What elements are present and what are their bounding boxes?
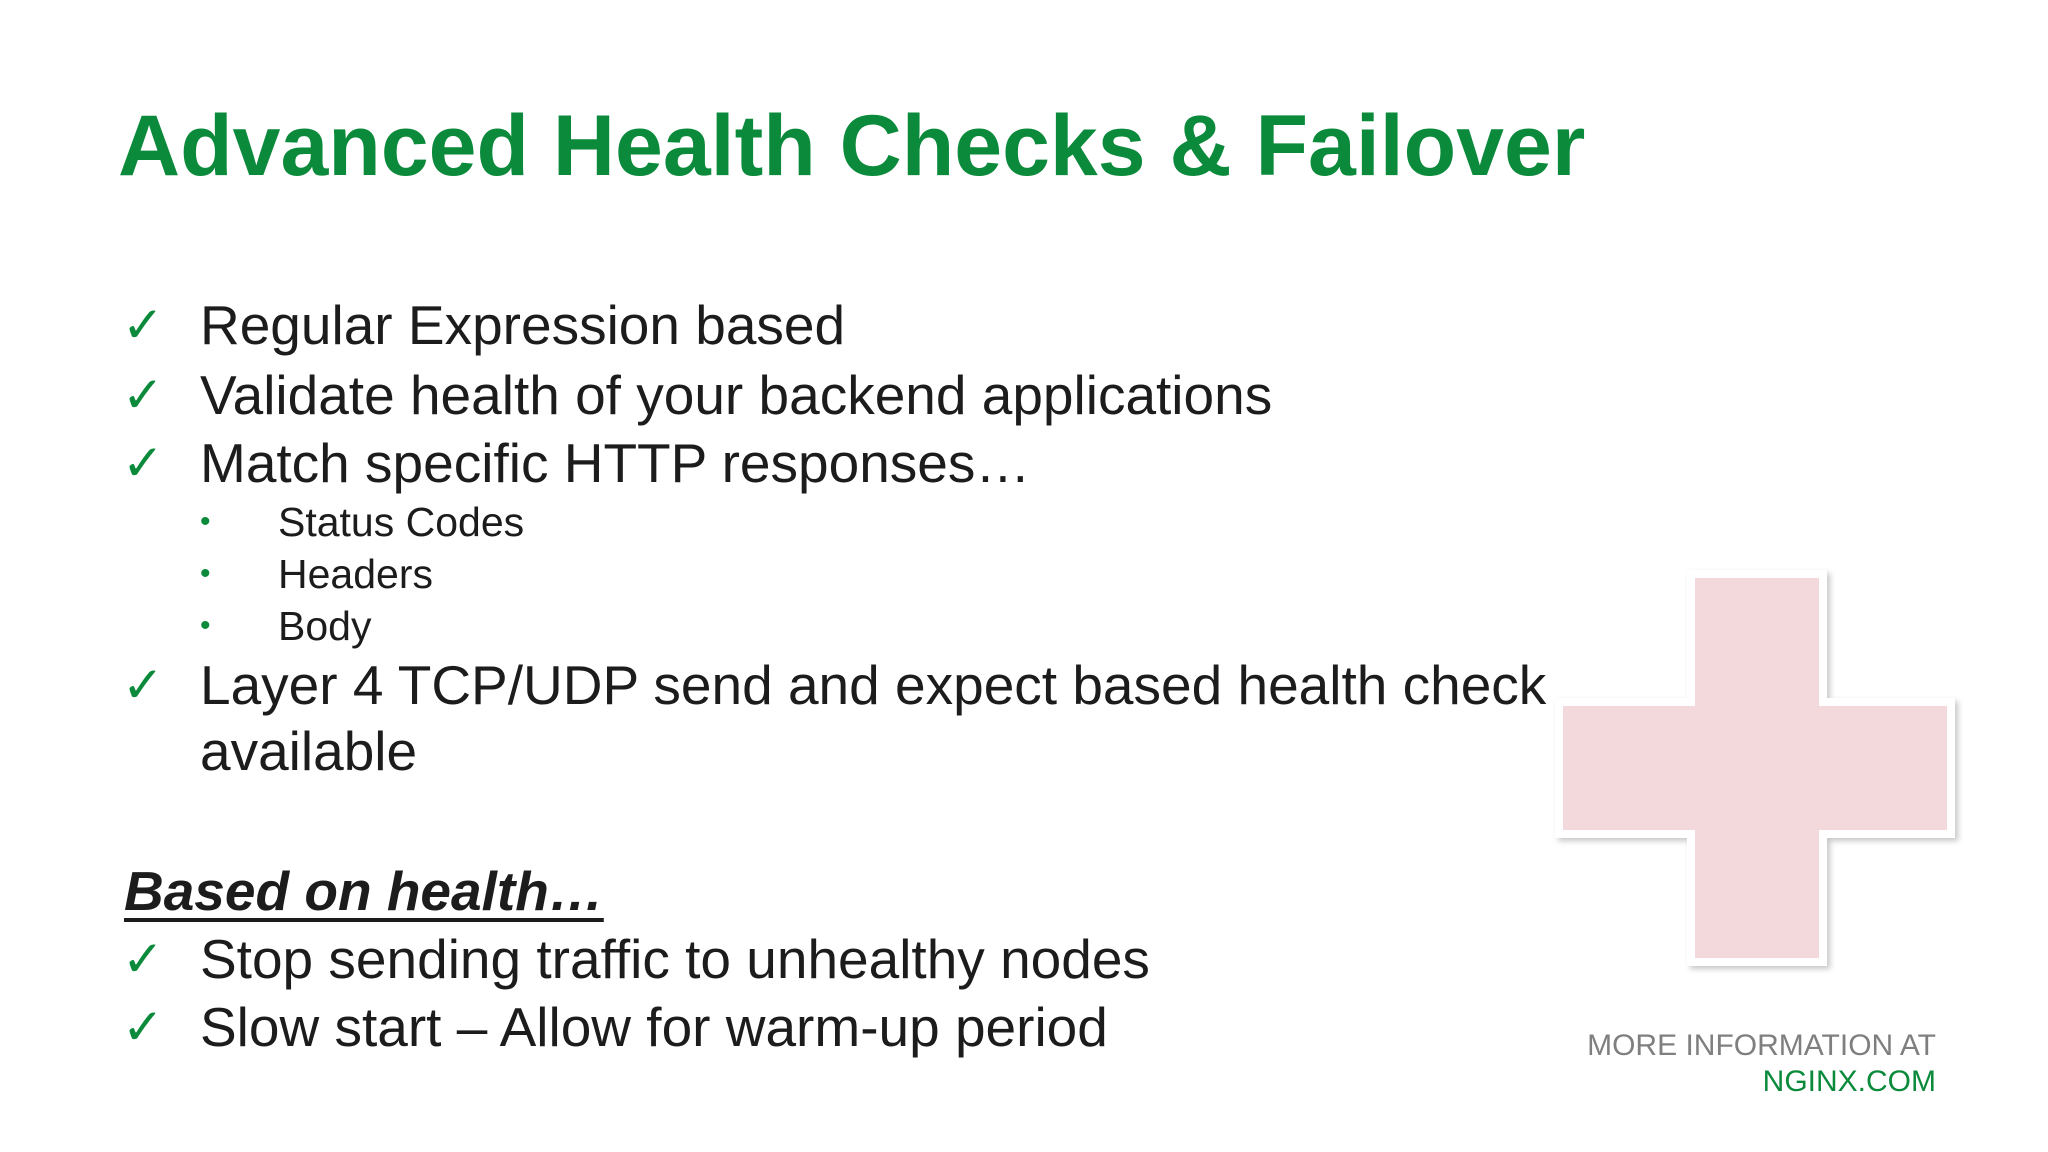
checklist-item: [122, 430, 1522, 496]
checkmark-icon: ✓: [122, 656, 164, 714]
bullet-icon: •: [200, 557, 211, 590]
sub-bullet-text: Body: [278, 603, 372, 649]
checkmark-icon: ✓: [122, 366, 164, 424]
checklist-item-text: Slow start – Allow for warm-up period: [200, 996, 1108, 1058]
checklist-item-text: Regular Expression based: [200, 294, 846, 356]
checklist-item: [122, 292, 1522, 358]
sub-bullet-item: [200, 548, 433, 600]
checklist-item: [122, 362, 1522, 428]
sub-bullet-text: Status Codes: [278, 499, 525, 545]
section-heading: Based on health…: [124, 860, 604, 922]
checklist-item-text: Stop sending traffic to unhealthy nodes: [200, 928, 1150, 990]
bullet-icon: •: [200, 505, 211, 538]
footer-link[interactable]: NGINX.COM: [1762, 1065, 1936, 1098]
bullet-icon: •: [200, 609, 211, 642]
checklist-item-text: Layer 4 TCP/UDP send and expect based health check available: [200, 654, 1547, 782]
checklist-item-text: Validate health of your backend applications: [200, 364, 1273, 426]
cross-shape: [1559, 574, 1951, 962]
checklist-item: [122, 652, 1562, 784]
footer-more-info: [1587, 1028, 1936, 1100]
checkmark-icon: ✓: [122, 930, 164, 988]
footer-line-1: MORE INFORMATION AT: [1587, 1029, 1936, 1062]
slide-title: Advanced Health Checks & Failover: [118, 98, 1586, 194]
medical-cross-icon: [1548, 566, 1968, 986]
sub-bullet-item: [200, 496, 524, 548]
checkmark-icon: ✓: [122, 296, 164, 354]
checklist-item: [122, 994, 1522, 1060]
sub-bullet-item: [200, 600, 371, 652]
sub-bullet-text: Headers: [278, 551, 433, 597]
checkmark-icon: ✓: [122, 434, 164, 492]
checklist-item: [122, 926, 1522, 992]
checklist-item-text: Match specific HTTP responses…: [200, 432, 1031, 494]
checkmark-icon: ✓: [122, 998, 164, 1056]
